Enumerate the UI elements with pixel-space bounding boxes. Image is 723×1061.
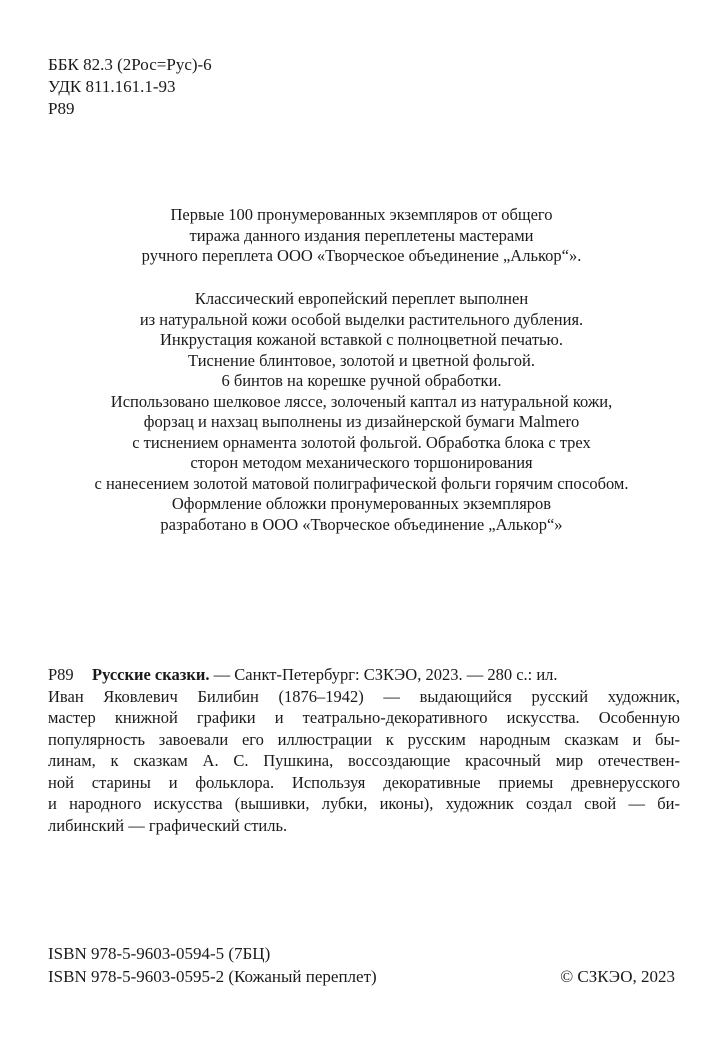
annotation-code: Р89 — [48, 665, 74, 684]
isbn-line: ISBN 978-5-9603-0595-2 (Кожаный переплет) — [48, 967, 377, 986]
author-mark: Р89 — [48, 99, 75, 118]
annotation-line: ной старины и фольклора. Используя декоративные приемы древнерусского — [48, 772, 680, 792]
annotation-line: мастер книжной графики и театрально-декоративного искусства. Особенную — [48, 708, 680, 727]
text-line: разработано в ООО «Творческое объединение „Алькор“» — [160, 514, 563, 534]
text-line: с нанесением золотой матовой полиграфической фольги горячим способом. — [94, 473, 629, 493]
annotation-heading — [92, 664, 680, 686]
text-line: тиража данного издания переплетены мастерами — [189, 225, 534, 245]
numbered-copies-note — [40, 205, 683, 267]
text-line: Инкрустация кожаной вставкой с полноцветной печатью. — [159, 330, 564, 349]
text-line: 6 бинтов на корешке ручной обработки. — [221, 371, 502, 390]
isbn-line: ISBN 978-5-9603-0594-5 (7БЦ) — [48, 944, 271, 963]
text-line: ручного переплета ООО «Творческое объединение „Алькор“». — [141, 246, 582, 265]
binding-description — [40, 289, 683, 535]
annotation-line: либинский — графический стиль. — [48, 815, 288, 835]
text-line: Первые 100 пронумерованных экземпляров от общего — [170, 205, 553, 224]
annotation-line: Иван Яковлевич Билибин (1876–1942) — выдающийся русский художник, — [48, 686, 680, 706]
bbk-code: ББК 82.3 (2Рос=Рус)-6 — [48, 55, 212, 74]
annotation-line: популярность завоевали его иллюстрации к русским народным сказкам и бы- — [48, 729, 680, 749]
text-line: Классический европейский переплет выполнен — [194, 289, 529, 308]
text-line: Тиснение блинтовое, золотой и цветной фольгой. — [188, 350, 535, 370]
text-line: форзац и нахзац выполнены из дизайнерской бумаги Malmero — [143, 412, 580, 431]
text-line: Использовано шелковое ляссе, золоченый каптал из натуральной кожи, — [110, 391, 613, 411]
text-line: сторон методом механического торшонирования — [190, 453, 533, 472]
annotation-line: линам, к сказкам А. С. Пушкина, воссоздающие красочный мир отечествен- — [48, 751, 680, 770]
udk-code: УДК 811.161.1-93 — [48, 77, 176, 96]
text-line: с тиснением орнамента золотой фольгой. Обработка блока с трех — [132, 432, 591, 452]
annotation-line: и народного искусства (вышивки, лубки, иконы), художник создал свой — би- — [48, 794, 680, 813]
copyright-notice: © СЗКЭО, 2023 — [560, 967, 675, 986]
text-line: из натуральной кожи особой выделки растительного дубления. — [139, 309, 584, 329]
text-line: Оформление обложки пронумерованных экземпляров — [171, 494, 552, 513]
isbn-block — [48, 942, 377, 988]
imprint-details: — Санкт-Петербург: СЗКЭО, 2023. — 280 с.: ил. — [209, 665, 558, 684]
book-title: Русские сказки. — [92, 665, 210, 684]
classification-codes — [48, 54, 212, 120]
